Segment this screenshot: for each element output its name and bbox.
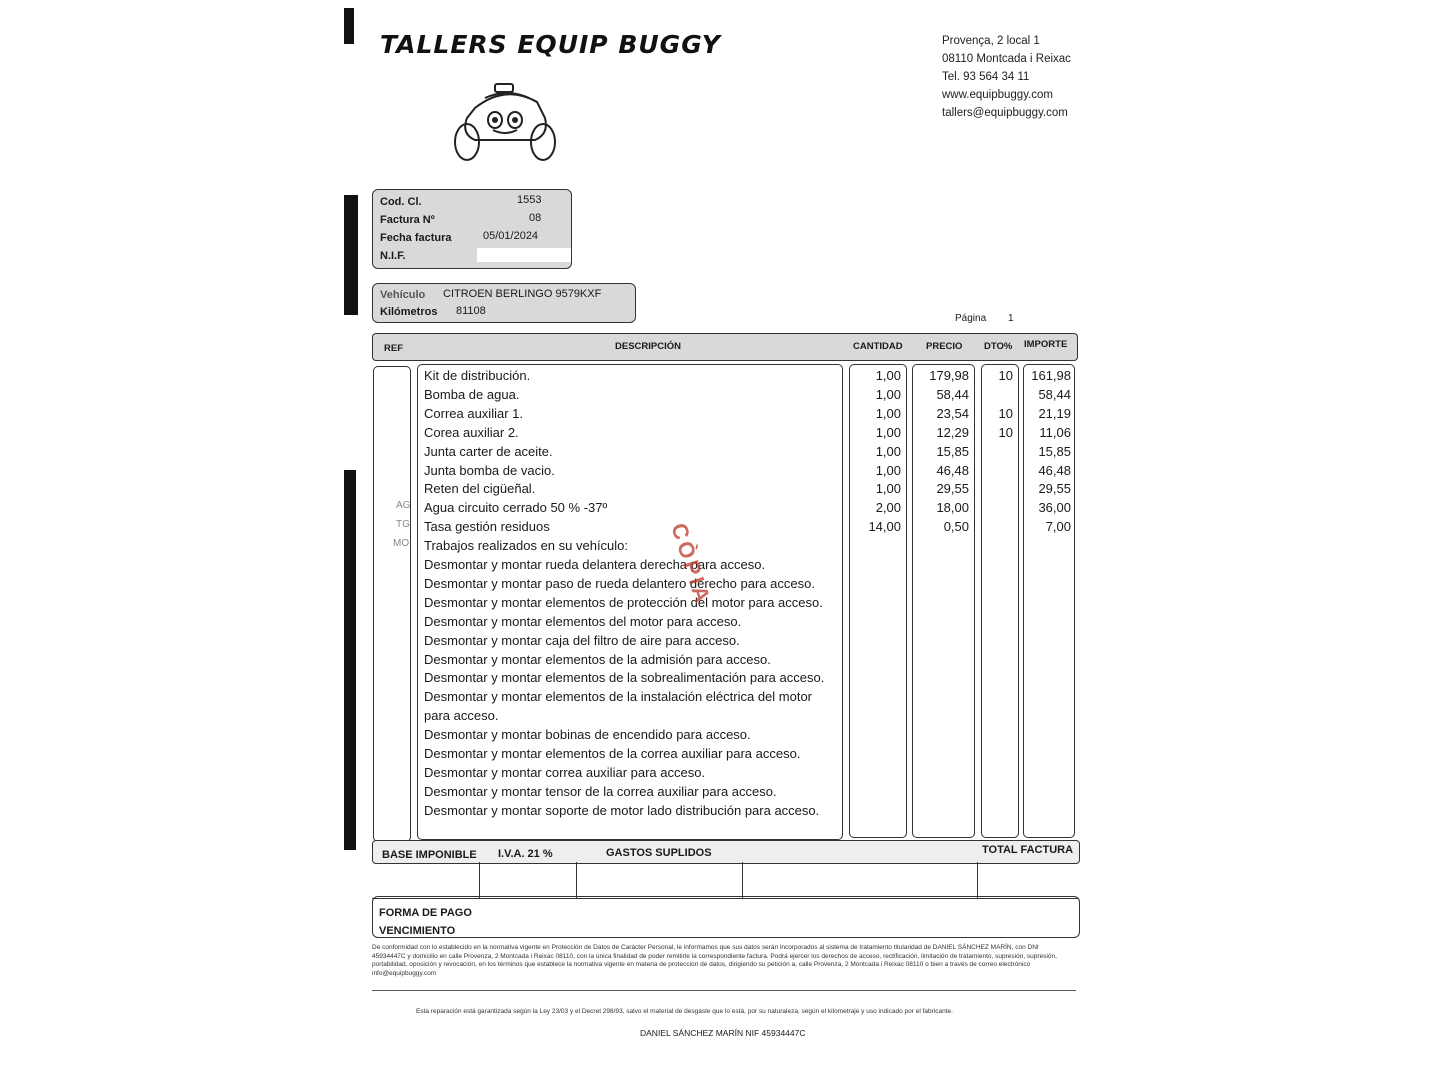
cell-precio xyxy=(914,612,969,631)
ref-code: TG xyxy=(396,519,410,530)
header-ref: REF xyxy=(384,343,403,354)
cell-importe: 58,44 xyxy=(1038,386,1071,402)
copy-stamp: CÒPIA xyxy=(666,520,717,609)
cell-cantidad: 2,00 xyxy=(875,500,901,516)
cell-dto xyxy=(983,725,1013,744)
cell-cantidad: 1,00 xyxy=(875,424,901,440)
payment-box xyxy=(372,896,1080,938)
iva-label: I.V.A. 21 % xyxy=(498,848,553,860)
cell-precio: 46,48 xyxy=(936,462,969,478)
cell-precio xyxy=(914,782,969,801)
cell-dto: 10 xyxy=(998,424,1013,440)
cell-dto xyxy=(983,668,1013,687)
cell-desc: Kit de distribución. xyxy=(424,368,531,383)
cell-desc: Bomba de agua. xyxy=(424,386,520,402)
cell-cantidad xyxy=(851,782,901,801)
nif-label: N.I.F. xyxy=(380,250,406,262)
cell-cantidad xyxy=(851,593,901,612)
cell-desc: Agua circuito cerrado 50 % -37º xyxy=(424,500,608,516)
header-importe: IMPORTE xyxy=(1024,339,1068,350)
company-address xyxy=(942,32,1071,122)
cell-cantidad: 1,00 xyxy=(875,368,901,383)
address-line: tallers@equipbuggy.com xyxy=(942,107,1068,119)
cell-dto: 10 xyxy=(998,405,1013,421)
km-label: Kilómetros xyxy=(380,306,438,318)
cell-precio xyxy=(914,574,969,593)
header-precio: PRECIO xyxy=(926,341,963,352)
cell-dto xyxy=(983,536,1013,555)
cell-importe: 161,98 xyxy=(1031,368,1071,383)
cell-dto xyxy=(983,498,1013,517)
scan-edge-top xyxy=(344,8,354,44)
vehiculo-value: CITROEN BERLINGO 9579KXF xyxy=(443,288,602,300)
cell-precio: 29,55 xyxy=(936,481,969,497)
cell-importe xyxy=(1025,574,1071,593)
cell-dto xyxy=(983,574,1013,593)
cell-desc: Desmontar y montar tensor de la correa auxiliar para acceso. xyxy=(424,783,777,799)
cell-cantidad xyxy=(851,725,901,744)
cell-dto xyxy=(983,385,1013,404)
address-line: 08110 Montcada i Reixac xyxy=(942,53,1071,65)
cell-desc: Desmontar y montar elementos de la admisión para acceso. xyxy=(424,651,771,667)
cell-importe xyxy=(1025,650,1071,669)
cell-importe: 15,85 xyxy=(1038,443,1071,459)
cell-dto xyxy=(983,782,1013,801)
cell-desc: Desmontar y montar elementos de protección del motor para acceso. xyxy=(424,594,823,610)
cell-precio: 23,54 xyxy=(936,405,969,421)
cell-desc: Tasa gestión residuos xyxy=(424,519,550,535)
cell-importe xyxy=(1025,668,1071,687)
cell-cantidad xyxy=(851,574,901,593)
cell-cantidad xyxy=(851,763,901,782)
ref-column xyxy=(373,366,411,842)
client-info-box xyxy=(372,189,572,269)
header-descripcion: DESCRIPCIÓN xyxy=(615,341,681,352)
cell-importe: 7,00 xyxy=(1045,519,1071,535)
fecha-value: 05/01/2024 xyxy=(483,230,539,242)
forma-pago-label: FORMA DE PAGO xyxy=(379,907,472,919)
cell-cantidad xyxy=(851,744,901,763)
cell-precio xyxy=(914,650,969,669)
cell-desc: Desmontar y montar elementos de la sobrealimentación para acceso. xyxy=(424,670,825,686)
cell-cantidad xyxy=(851,650,901,669)
cell-importe: 36,00 xyxy=(1038,500,1071,516)
gastos-suplidos-label: GASTOS SUPLIDOS xyxy=(606,847,712,859)
cell-dto xyxy=(983,517,1013,536)
totals-divider xyxy=(576,862,577,898)
vehicle-info-box xyxy=(372,283,636,323)
cell-dto: 10 xyxy=(998,368,1013,383)
cell-desc: Desmontar y montar rueda delantera derecha para acceso. xyxy=(424,557,766,572)
base-imponible-label: BASE IMPONIBLE xyxy=(382,849,477,861)
header-cantidad: CANTIDAD xyxy=(853,341,903,352)
total-factura-label: TOTAL FACTURA xyxy=(982,844,1074,856)
cell-importe xyxy=(1025,593,1071,612)
cell-dto xyxy=(983,744,1013,763)
fecha-label: Fecha factura xyxy=(380,232,452,244)
owner-line: DANIEL SÁNCHEZ MARÍN NIF 45934447C xyxy=(640,1028,806,1038)
cell-precio xyxy=(914,744,969,763)
cell-cantidad xyxy=(851,536,901,555)
cell-dto xyxy=(983,479,1013,498)
cell-dto xyxy=(983,612,1013,631)
cell-desc: Desmontar y montar caja del filtro de aire para acceso. xyxy=(424,632,740,648)
table-header xyxy=(372,333,1078,361)
cod-label: Cod. Cl. xyxy=(380,196,422,208)
cell-precio xyxy=(914,801,969,820)
factura-value: 08 xyxy=(529,212,542,224)
cell-cantidad xyxy=(851,631,901,650)
cell-dto xyxy=(983,801,1013,820)
cell-dto xyxy=(983,650,1013,669)
cell-desc: Desmontar y montar elementos de la correa auxiliar para acceso. xyxy=(424,746,801,761)
cell-cantidad: 1,00 xyxy=(875,481,901,497)
cell-cantidad: 1,00 xyxy=(875,443,901,459)
cell-dto xyxy=(983,763,1013,782)
cell-cantidad: 1,00 xyxy=(875,462,901,478)
totals-header xyxy=(372,840,1080,864)
totals-divider xyxy=(479,862,480,898)
cell-desc: Desmontar y montar elementos de la instalación eléctrica del motor xyxy=(424,689,813,705)
cell-desc: Corea auxiliar 2. xyxy=(424,424,519,440)
cell-dto xyxy=(983,442,1013,461)
totals-divider xyxy=(977,862,978,898)
cell-dto xyxy=(983,687,1013,706)
cell-precio: 58,44 xyxy=(936,386,969,402)
buggy-logo xyxy=(445,78,565,170)
cell-importe: 29,55 xyxy=(1038,481,1071,497)
cell-cantidad xyxy=(851,801,901,820)
cell-importe: 11,06 xyxy=(1039,424,1071,440)
cell-cantidad xyxy=(851,668,901,687)
cell-cantidad: 1,00 xyxy=(875,405,901,421)
page-number: 1 xyxy=(1008,313,1014,324)
address-line: Provença, 2 local 1 xyxy=(942,35,1040,47)
cell-cantidad: 14,00 xyxy=(868,519,901,535)
address-line: Tel. 93 564 34 11 xyxy=(942,71,1030,83)
cell-desc: Desmontar y montar correa auxiliar para acceso. xyxy=(424,764,706,780)
cell-importe xyxy=(1025,631,1071,650)
cell-precio xyxy=(914,555,969,574)
totals-values-row xyxy=(372,862,1078,899)
nif-redacted xyxy=(477,248,571,262)
cell-importe xyxy=(1025,536,1071,555)
cell-precio xyxy=(914,687,969,706)
cell-precio xyxy=(914,631,969,650)
cell-importe xyxy=(1025,555,1071,574)
cell-desc: Junta carter de aceite. xyxy=(424,443,553,459)
cell-desc: para acceso. xyxy=(424,708,499,724)
cell-desc: Desmontar y montar paso de rueda delantero derecho para acceso. xyxy=(424,575,815,591)
cell-importe xyxy=(1025,782,1071,801)
cell-precio: 179,98 xyxy=(929,368,969,383)
cell-cantidad xyxy=(851,687,901,706)
cell-dto xyxy=(983,706,1013,725)
cod-value: 1553 xyxy=(517,194,542,206)
cell-precio xyxy=(914,763,969,782)
page-label: Página xyxy=(955,313,987,324)
cell-precio: 0,50 xyxy=(943,519,969,535)
cell-importe xyxy=(1025,687,1071,706)
cell-importe xyxy=(1025,763,1071,782)
cell-dto xyxy=(983,593,1013,612)
cell-cantidad xyxy=(851,706,901,725)
cell-precio: 12,29 xyxy=(936,424,969,440)
company-name: TALLERS EQUIP BUGGY xyxy=(380,30,721,59)
totals-divider xyxy=(742,862,743,898)
vencimiento-label: VENCIMIENTO xyxy=(379,925,456,937)
divider xyxy=(372,990,1076,991)
cell-importe: 21,19 xyxy=(1038,405,1071,421)
cell-desc: Correa auxiliar 1. xyxy=(424,405,523,421)
cell-importe xyxy=(1025,725,1071,744)
warranty-text: Esta reparación está garantizada según la Ley 23/03 y el Decret 298/93, salvo el material de desgaste que lo está, por su naturaleza, según el kilometraje y uso indicado por el fabricante. xyxy=(416,1008,953,1015)
cell-precio xyxy=(914,706,969,725)
cell-desc: Trabajos realizados en su vehículo: xyxy=(424,538,629,554)
cell-desc: Desmontar y montar soporte de motor lado distribución para acceso. xyxy=(424,802,820,818)
cell-importe xyxy=(1025,612,1071,631)
header-dto: DTO% xyxy=(984,341,1013,352)
cell-importe xyxy=(1025,744,1071,763)
cell-importe xyxy=(1025,801,1071,820)
cell-precio xyxy=(914,725,969,744)
km-value: 81108 xyxy=(456,305,486,317)
cell-precio: 15,85 xyxy=(936,443,969,459)
cell-precio xyxy=(914,668,969,687)
address-line: www.equipbuggy.com xyxy=(942,89,1054,101)
cell-desc: Junta bomba de vacio. xyxy=(424,462,555,478)
cell-dto xyxy=(983,555,1013,574)
ref-code: AG xyxy=(396,500,411,511)
cell-desc: Desmontar y montar bobinas de encendido para acceso. xyxy=(424,727,751,743)
cell-precio xyxy=(914,593,969,612)
scan-edge-mid2 xyxy=(344,470,356,850)
cell-cantidad xyxy=(851,612,901,631)
cell-dto xyxy=(983,461,1013,480)
cell-importe: 46,48 xyxy=(1038,462,1071,478)
cell-dto xyxy=(983,631,1013,650)
cell-cantidad xyxy=(851,555,901,574)
vehiculo-label: Vehículo xyxy=(380,289,426,301)
cell-precio: 18,00 xyxy=(936,500,969,516)
data-protection-text: De conformidad con lo establecido en la normativa vigente en Protección de Datos de Carácter Personal, le informamos que sus datos serán incorporados al sistema de tratamiento titularidad de DANIEL SÁNCHEZ MARÍN, con DNI 45934447C y domicilio en calle Provenza, 2 Montcada i Reixac 08110, con la única finalidad de poder remitirle la correspondiente factura. Podrá ejercer los derechos de acceso, rectificación, limitación de tratamiento, supresión, supresión, portabilidad, oposición y revocación, en los términos que establece la normativa vigente en materia de protección de datos, dirigiendo su petición a, calle Provenza, 2 Montcada i Reixac 08110 o bien a través de correo electrónico info@equipbuggy.com xyxy=(372,944,1057,977)
ref-code: MO xyxy=(393,538,410,549)
cell-cantidad: 1,00 xyxy=(875,386,901,402)
cell-desc: Desmontar y montar elementos del motor para acceso. xyxy=(424,613,742,629)
cell-desc: Reten del cigüeñal. xyxy=(424,481,536,497)
cell-importe xyxy=(1025,706,1071,725)
scan-edge-mid1 xyxy=(344,195,358,315)
cell-precio xyxy=(914,536,969,555)
factura-label: Factura Nº xyxy=(380,214,435,226)
